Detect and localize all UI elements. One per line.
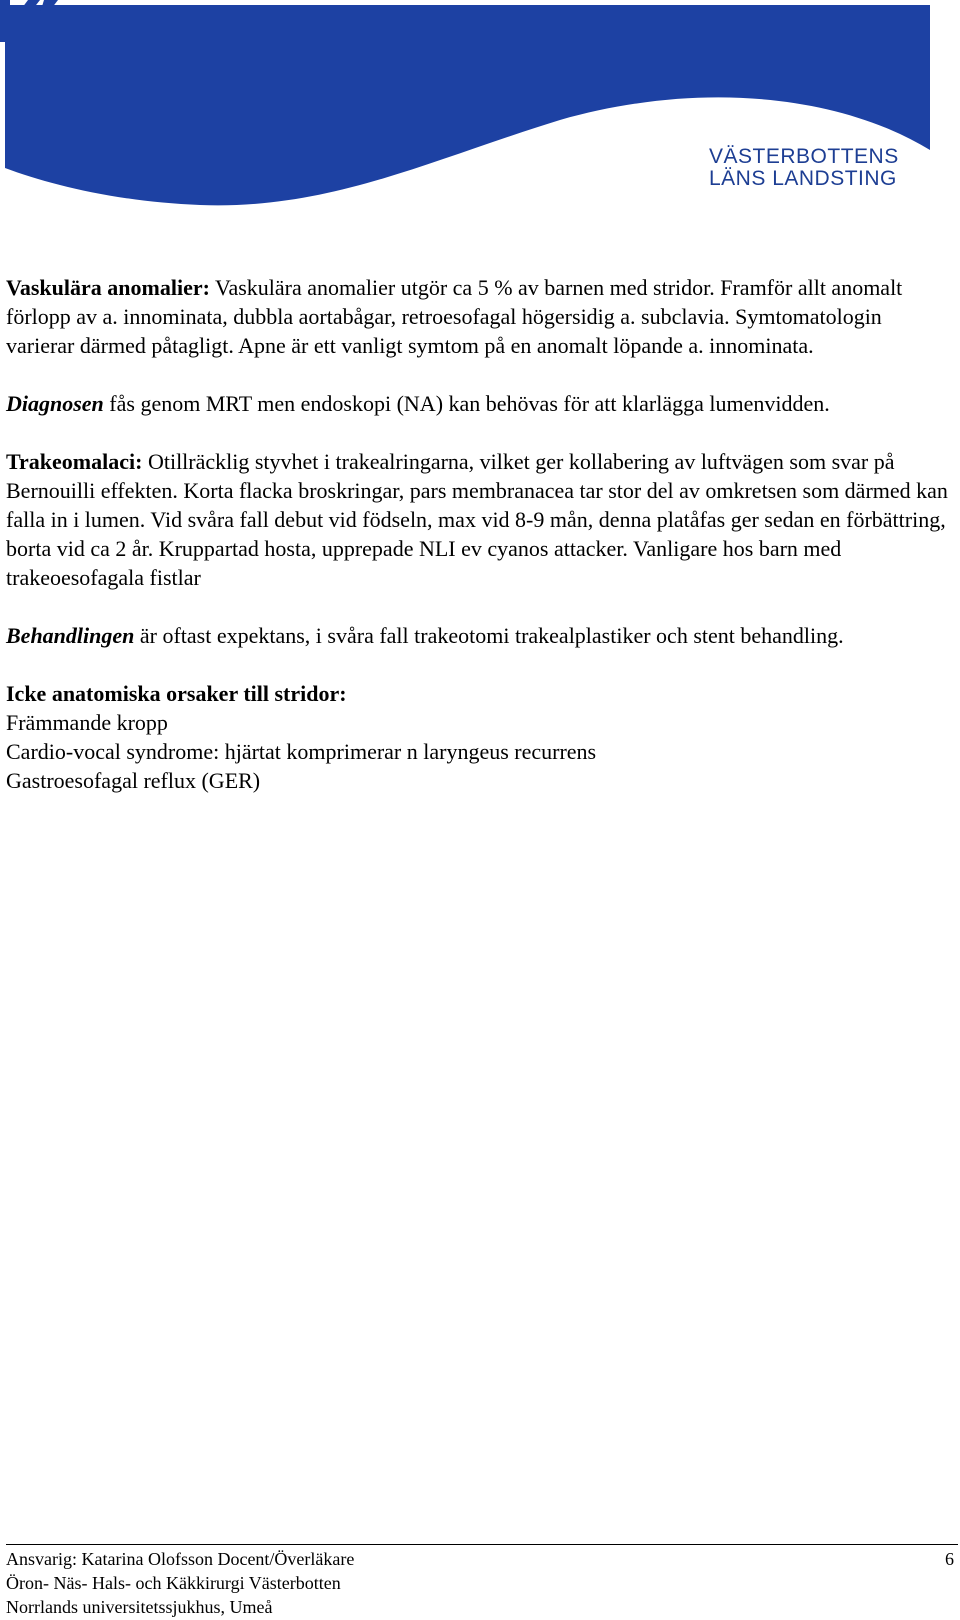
page-footer bbox=[6, 1547, 954, 1619]
logo-line-1: VÄSTERBOTTENS bbox=[709, 145, 899, 168]
list-item: Främmande kropp bbox=[6, 710, 168, 735]
text-trakeomalaci: Otillräcklig styvhet i trakealringarna, vilket ger kollabering av luftvägen som svar på Bernouilli effekten. Korta flacka broskringar, pars membranacea tar stor del av omkretsen som därmed kan falla in i lumen. Vid svåra fall debut vid födseln, max vid 8-9 mån, denna platåfas ger sedan en förbättring, borta vid ca 2 år. Kruppartad hosta, upprepade NLI ev cyanos attacker. Vanligare hos barn med trakeoesofagala fistlar bbox=[6, 449, 948, 590]
logo-wordmark bbox=[709, 146, 899, 190]
footer-responsible: Ansvarig: Katarina Olofsson Docent/Överläkare bbox=[6, 1549, 355, 1569]
footer-divider bbox=[6, 1544, 958, 1545]
heading-trakeomalaci: Trakeomalaci: bbox=[6, 449, 143, 474]
text-diagnosen: fås genom MRT men endoskopi (NA) kan behövas för att klarlägga lumenvidden. bbox=[103, 391, 830, 416]
landsting-logo-icon bbox=[0, 0, 58, 42]
footer-department: Öron- Näs- Hals- och Käkkirurgi Västerbotten bbox=[6, 1573, 341, 1593]
heading-diagnosen: Diagnosen bbox=[6, 391, 104, 416]
heading-behandlingen: Behandlingen bbox=[6, 623, 135, 648]
text-behandlingen: är oftast expektans, i svåra fall trakeotomi trakealplastiker och stent behandling. bbox=[134, 623, 844, 648]
heading-vaskulara: Vaskulära anomalier: bbox=[6, 275, 210, 300]
logo-line-2: LÄNS LANDSTING bbox=[709, 167, 897, 190]
paragraph-behandlingen bbox=[6, 621, 954, 650]
paragraph-trakeomalaci bbox=[6, 447, 954, 592]
document-body bbox=[6, 273, 954, 824]
paragraph-diagnosen bbox=[6, 389, 954, 418]
list-item: Cardio-vocal syndrome: hjärtat komprimerar n laryngeus recurrens bbox=[6, 739, 597, 764]
paragraph-icke bbox=[6, 679, 954, 795]
text-vaskulara: Vaskulära anomalier utgör ca 5 % av barnen med stridor. Framför allt anomalt förlopp av a. innominata, dubbla aortabågar, retroesofagal högersidig a. subclavia. Symtomatologin varierar därmed påtagligt. Apne är ett vanligt symtom på en anomalt löpande a. innominata. bbox=[6, 275, 903, 358]
paragraph-vaskulara bbox=[6, 273, 954, 360]
list-item: Gastroesofagal reflux (GER) bbox=[6, 768, 261, 793]
heading-icke: Icke anatomiska orsaker till stridor: bbox=[6, 681, 347, 706]
footer-hospital: Norrlands universitetssjukhus, Umeå bbox=[6, 1597, 273, 1617]
page-number: 6 bbox=[945, 1549, 954, 1569]
header-banner bbox=[0, 0, 960, 215]
